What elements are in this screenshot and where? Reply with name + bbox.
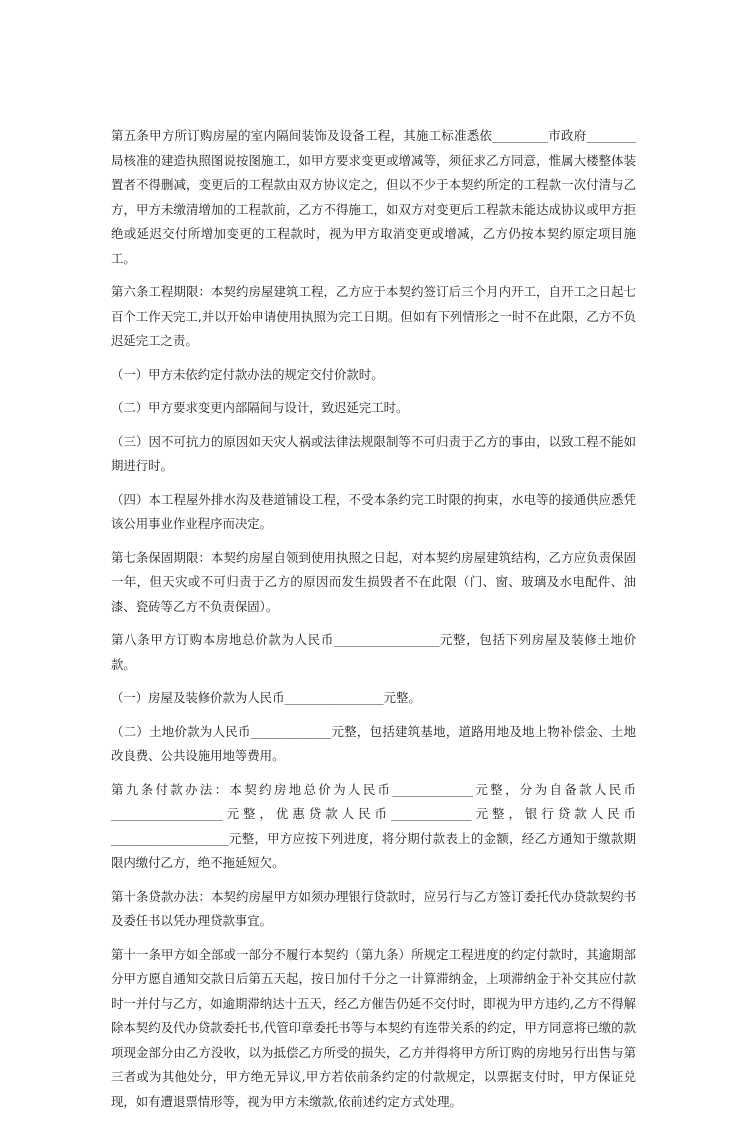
- clause-8-item-2: （二）土地价款为人民币_____________元整，包括建筑基地，道路用地及地上物补偿金、土地改良费、公共设施用地等费用。: [111, 723, 636, 763]
- clause-6-item-2: （二）甲方要求变更内部隔间与设计，致迟延完工时。: [111, 400, 409, 415]
- clause-7: 第七条保固期限：本契约房屋自领到使用执照之日起，对本契约房屋建筑结构，乙方应负责保固一年，但天灾或不可归责于乙方的原因而发生损毁者不在此限（门、窗、玻璃及水电配件、油漆、瓷砖等乙方不负责保固）。: [111, 549, 636, 614]
- contract-page: [111, 124, 636, 1123]
- clause-11: 第十一条甲方如全部或一部分不履行本契约（第九条）所规定工程进度的约定付款时，其逾期部分甲方愿自通知交款日后第五天起，按日加付千分之一计算滞纳金，上项滞纳金于补交其应付款时一并付与乙方，如逾期滞纳达十五天，经乙方催告仍延不交付时，即视为甲方违约,乙方不得解除本契约及代办贷款委托书,代管印章委托书等与本契约有连带关系的约定，甲方同意将已缴的款项现金部分由乙方没收，以为抵偿乙方所受的损失，乙方并得将甲方所订购的房地另行出售与第三者或为其他处分，甲方绝无异议,甲方若依前条约定的付款规定，以票据支付时，甲方保证兑现，如有遭退票情形等，视为甲方未缴款,依前述约定方式处理。: [111, 946, 636, 1109]
- clause-8: 第八条甲方订购本房地总价款为人民币_________________元整，包括下列房屋及装修土地价款。: [111, 632, 636, 672]
- clause-6: 第六条工程期限：本契约房屋建筑工程，乙方应于本契约签订后三个月内开工，自开工之日起七百个工作天完工,并以开始申请使用执照为完工日期。但如有下列情形之一时不在此限，乙方不负迟延完工之责。: [111, 284, 636, 348]
- clause-10: 第十条贷款办法：本契约房屋甲方如须办理银行贷款时，应另行与乙方签订委托代办贷款契约书及委任书以凭办理贷款事宜。: [111, 888, 636, 928]
- clause-6-item-1: （一）甲方未依约定付款办法的规定交付价款时。: [111, 366, 384, 382]
- clause-5: 第五条甲方所订购房屋的室内隔间装饰及设备工程，其施工标准悉依_________市政府________局核准的建造执照图说按图施工，如甲方要求变更或增减等，须征求乙方同意，惟属大楼整体装置者不得删减，变更后的工程款由双方协议定之，但以不少于本契约所定的工程款一次付清与乙方，甲方未缴清增加的工程款前，乙方不得施工，如双方对变更后工程款未能达成协议或甲方拒绝或延迟交付所增加变更的工程款时，视为甲方取消变更或增减，乙方仍按本契约原定项目施工。: [111, 128, 636, 266]
- clause-6-item-3: （三）因不可抗力的原因如天灾人祸或法律法规限制等不可归责于乙方的事由，以致工程不能如期进行时。: [111, 433, 636, 473]
- clause-6-item-4: （四）本工程屋外排水沟及巷道铺设工程，不受本条约完工时限的拘束，水电等的接通供应悉凭该公用事业作业程序而决定。: [111, 491, 636, 531]
- clause-8-item-1: （一）房屋及装修价款为人民币________________元整。: [111, 690, 421, 705]
- clause-9: 第九条付款办法：本契约房地总价为人民币_____________元整，分为自备款人民币__________________元整，优惠贷款人民币_____________元整，银行贷款人民币___________________元整，甲方应按下列进度，将分期付款表上的金额，经乙方通知于缴款期限内缴付乙方，绝不拖延短欠。: [111, 781, 636, 870]
